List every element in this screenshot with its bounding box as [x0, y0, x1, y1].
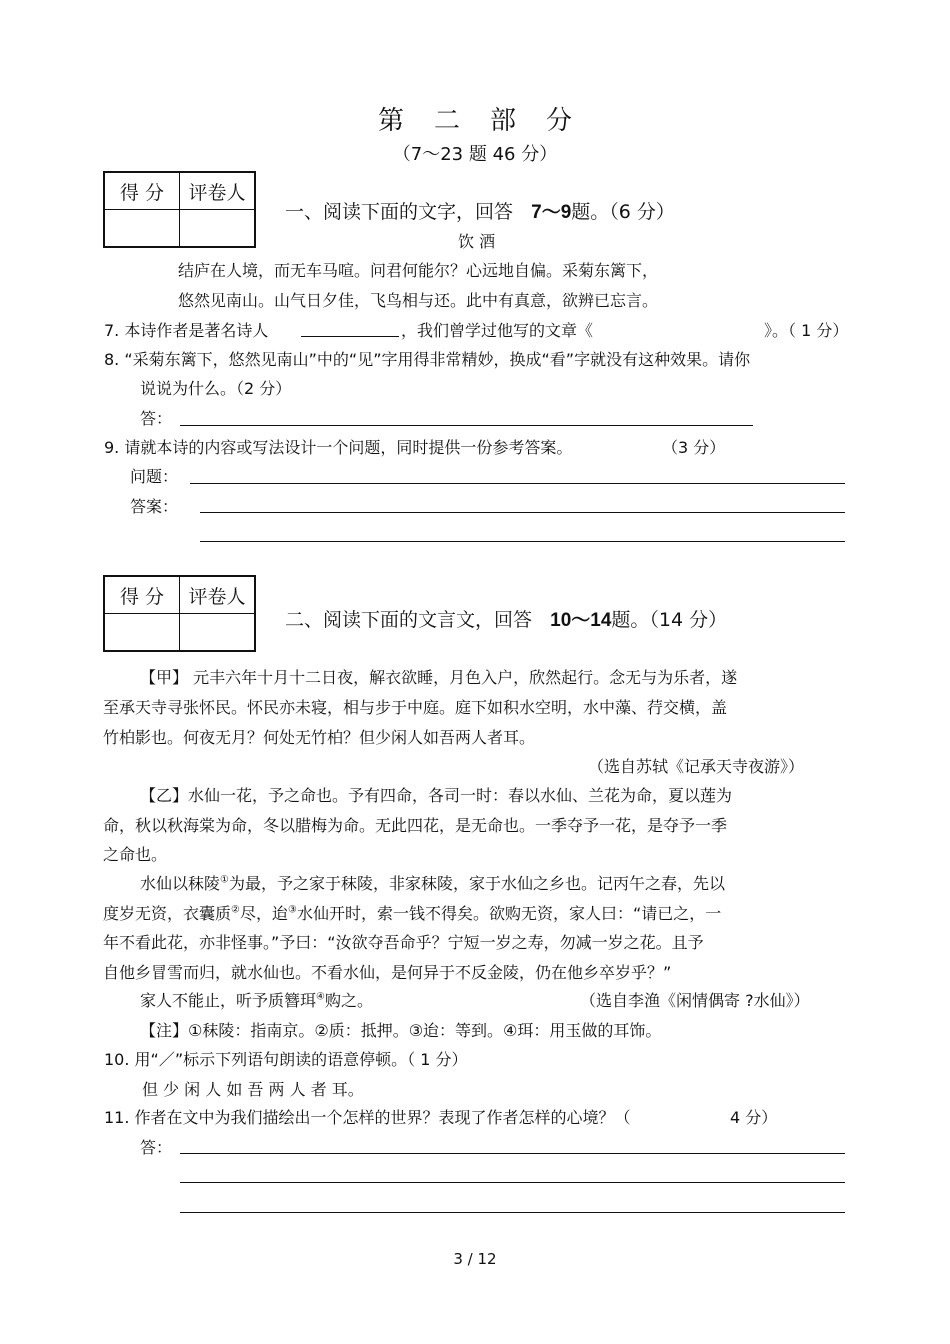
- q11-answer-line: [180, 1153, 845, 1154]
- section2-heading-range: 10～14: [550, 610, 612, 631]
- jia-line: 至承天寺寻张怀民。怀民亦未寝，相与步于中庭。庭下如积水空明，水中藻、荇交横，盖: [103, 698, 728, 717]
- section2-heading-prefix: 二、阅读下面的文言文，回答: [285, 609, 533, 631]
- q11-score: 4 分）: [730, 1108, 778, 1127]
- yi-p2-line5: [140, 988, 373, 1011]
- poem-title: 饮 酒: [458, 232, 496, 251]
- jia-line: 竹柏影也。何夜无月？何处无竹柏？但少闲人如吾两人者耳。: [103, 728, 536, 747]
- yi-p2-text: 水仙开时，索一钱不得矣。欲购无资，家人曰：“请已之，一: [296, 904, 722, 923]
- grader-header: 评卷人: [180, 576, 256, 614]
- yi-p2-text: 水仙以秣陵: [140, 874, 221, 893]
- part-title: 第二部分: [377, 106, 602, 136]
- q9-text: 9. 请就本诗的内容或写法设计一个问题，同时提供一份参考答案。: [104, 438, 573, 457]
- q11-text: 11. 作者在文中为我们描绘出一个怎样的世界？表现了作者怎样的心境？（: [104, 1108, 631, 1127]
- q9-answer-label: 答案：: [130, 497, 179, 516]
- footnote-marker: ④: [316, 991, 325, 1003]
- footnote-marker: ②: [231, 904, 240, 916]
- section2-heading-suffix: 题。（14 分）: [611, 609, 728, 631]
- yi-source: （选自李渔《闲情偶寄 ?水仙》）: [580, 991, 810, 1010]
- q10-text: 10. 用“／”标示下列语句朗读的语意停顿。（ 1 分）: [104, 1050, 468, 1069]
- annotation-note: 【注】①秣陵：指南京。②质：抵押。③迨：等到。④珥：用玉做的耳饰。: [140, 1021, 662, 1040]
- grader-header: 评卷人: [180, 172, 256, 210]
- section1-heading: [285, 197, 675, 224]
- yi-p2-line2: [103, 901, 721, 924]
- part-subtitle: （7～23 题 46 分）: [392, 144, 558, 165]
- score-header: 得 分: [104, 172, 180, 210]
- grader-cell: [180, 614, 256, 652]
- q8-answer-line: [180, 425, 753, 426]
- q9-question-label: 问题：: [130, 467, 179, 486]
- yi-p2-text: 家人不能止，听予质簪珥: [140, 991, 317, 1010]
- yi-p2-text: 购之。: [324, 991, 373, 1010]
- score-table-1: [103, 171, 256, 248]
- yi-p2-line4: 自他乡冒雪而归，就水仙也。不看水仙，是何异于不反金陵，仍在他乡卒岁乎？”: [103, 963, 672, 982]
- q9-answer-line: [200, 541, 845, 542]
- q11-answer-line: [180, 1182, 845, 1183]
- footnote-marker: ①: [220, 874, 229, 886]
- page-number: 3 / 12: [453, 1250, 497, 1268]
- score-cell: [104, 210, 180, 248]
- yi-p2-line1: [140, 871, 725, 894]
- poem-line: 悠然见南山。山气日夕佳，飞鸟相与还。此中有真意，欲辨已忘言。: [178, 291, 659, 310]
- q7-blank-author: [301, 336, 399, 337]
- yi-line: 【乙】水仙一花，予之命也。予有四命，各司一时：春以水仙、兰花为命，夏以莲为: [140, 786, 733, 805]
- poem-line: 结庐在人境，而无车马喧。问君何能尔？心远地自偏。采菊东篱下，: [178, 261, 659, 280]
- jia-source: （选自苏轼《记承天寺夜游》）: [588, 757, 805, 776]
- q11-answer-label: 答：: [140, 1138, 173, 1157]
- section2-heading: [285, 605, 727, 632]
- score-table-2: [103, 575, 256, 652]
- section1-heading-suffix: 题。（6 分）: [571, 201, 675, 223]
- footnote-marker: ③: [288, 904, 297, 916]
- q11-answer-line: [180, 1212, 845, 1213]
- q9-score: （3 分）: [662, 438, 726, 457]
- section1-heading-range: 7～9: [531, 202, 572, 223]
- q8-line2: 说说为什么。（2 分）: [140, 379, 292, 398]
- yi-line: 之命也。: [103, 845, 168, 864]
- q9-answer-line: [200, 512, 845, 513]
- q7-part-a: 7. 本诗作者是著名诗人: [104, 321, 269, 340]
- section1-heading-prefix: 一、阅读下面的文字，回答: [285, 201, 514, 223]
- q9-question-line: [190, 483, 845, 484]
- q7-part-c: 》。（ 1 分）: [764, 321, 849, 340]
- yi-p2-text: 为最，予之家于秣陵，非家秣陵，家于水仙之乡也。记丙午之春，先以: [228, 874, 725, 893]
- q8-line1: 8. “采菊东篱下，悠然见南山”中的“见”字用得非常精妙，换成“看”字就没有这种效果。请你: [104, 350, 751, 369]
- yi-p2-text: 尽，迨: [239, 904, 288, 923]
- yi-p2-text: 度岁无资，衣囊质: [103, 904, 232, 923]
- q7-part-b: ，我们曾学过他写的文章《: [401, 321, 594, 340]
- yi-line: 命，秋以秋海棠为命，冬以腊梅为命。无此四花，是无命也。一季夺予一花，是夺予一季: [103, 816, 728, 835]
- grader-cell: [180, 210, 256, 248]
- score-cell: [104, 614, 180, 652]
- yi-p2-line3: 年不看此花，亦非怪事。”予曰：“汝欲夺吾命乎？宁短一岁之寿，勿减一岁之花。且予: [103, 933, 704, 952]
- score-header: 得 分: [104, 576, 180, 614]
- q8-answer-label: 答：: [140, 409, 173, 428]
- jia-line: 【甲】 元丰六年十月十二日夜，解衣欲睡，月色入户，欣然起行。念无与为乐者，遂: [140, 668, 738, 687]
- q10-sentence: 但 少 闲 人 如 吾 两 人 者 耳。: [142, 1080, 364, 1099]
